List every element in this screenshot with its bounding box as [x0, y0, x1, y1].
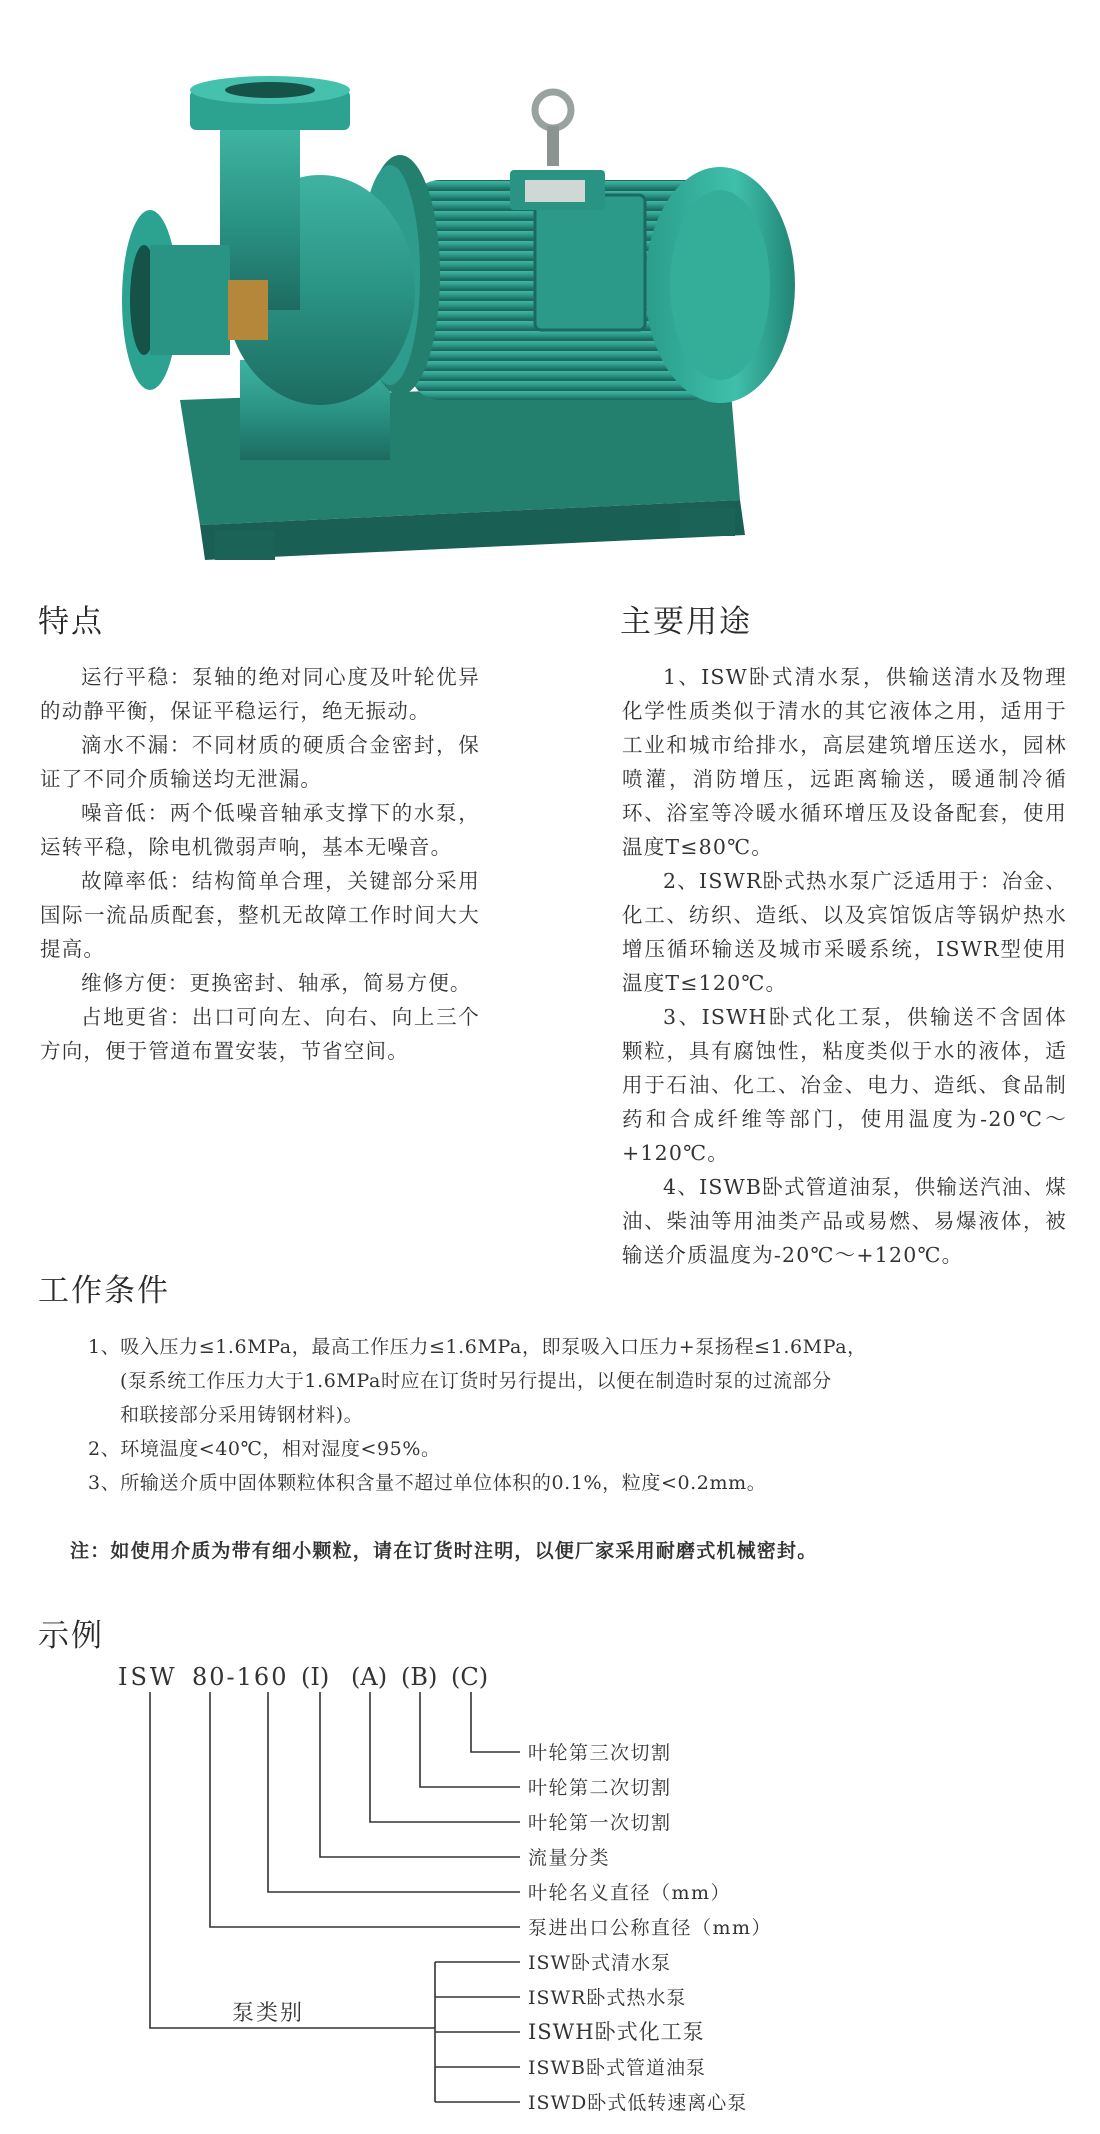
pump-product-image [120, 30, 820, 570]
model-code-cut-a: (A) [351, 1663, 388, 1691]
feature-paragraph: 运行平稳：泵轴的绝对同心度及叶轮优异的动静平衡，保证平稳运行，绝无振动。 [40, 665, 480, 723]
feature-paragraph: 噪音低：两个低噪音轴承支撑下的水泵，运转平稳，除电机微弱声响，基本无噪音。 [40, 801, 480, 859]
category-iswh: ISWH卧式化工泵 [528, 2020, 705, 2044]
model-designation-diagram [0, 1650, 1100, 2134]
use-paragraph: 2、ISWR卧式热水泵广泛适用于：冶金、化工、纺织、造纸、以及宾馆饭店等锅炉热水增压循环输送及城市采暖系统，ISWR型使用温度T≤120℃。 [622, 869, 1067, 995]
order-note: 注：如使用介质为带有细小颗粒，请在订货时注明，以便厂家采用耐磨式机械密封。 [70, 1540, 818, 1562]
label-second-cut: 叶轮第二次切割 [528, 1777, 672, 1799]
features-title: 特点 [38, 604, 104, 640]
model-code-isw: ISW [118, 1663, 178, 1691]
model-code-cut-b: (B) [401, 1663, 438, 1691]
condition-item: 3、所输送介质中固体颗粒体积含量不超过单位体积的0.1%，粒度<0.2mm。 [88, 1472, 767, 1494]
condition-item: 1、吸入压力≤1.6MPa，最高工作压力≤1.6MPa，即泵吸入口压力+泵扬程≤1.6MPa， [88, 1336, 867, 1358]
feature-paragraph: 故障率低：结构简单合理，关键部分采用国际一流品质配套，整机无故障工作时间大大提高。 [40, 869, 480, 961]
label-flow-class: 流量分类 [528, 1847, 611, 1869]
label-first-cut: 叶轮第一次切割 [528, 1812, 672, 1834]
uses-title: 主要用途 [620, 604, 752, 640]
use-paragraph: 1、ISW卧式清水泵，供输送清水及物理化学性质类似于清水的其它液体之用，适用于工业和城市给排水，高层建筑增压送水，园林喷灌，消防增压，远距离输送，暖通制冷循环、浴室等冷暖水循环增压及设备配套，使用温度T≤80℃。 [622, 665, 1067, 859]
category-iswb: ISWB卧式管道油泵 [528, 2057, 707, 2079]
features-section [40, 660, 480, 1068]
uses-section [622, 660, 1067, 1272]
label-impeller-diameter: 叶轮名义直径（mm） [528, 1882, 732, 1904]
condition-item: 2、环境温度<40℃，相对湿度<95%。 [88, 1438, 441, 1460]
label-third-cut: 叶轮第三次切割 [528, 1742, 672, 1764]
use-paragraph: 3、ISWH卧式化工泵，供输送不含固体颗粒，具有腐蚀性，粘度类似于水的液体，适用于石油、化工、冶金、电力、造纸、食品制药和合成纤维等部门，使用温度为-20℃～+120℃。 [622, 1005, 1067, 1165]
label-nominal-diameter: 泵进出口公称直径（mm） [528, 1917, 773, 1939]
use-paragraph: 4、ISWB卧式管道油泵，供输送汽油、煤油、柴油等用油类产品或易燃、易爆液体，被输送介质温度为-20℃～+120℃。 [622, 1175, 1067, 1267]
label-pump-category: 泵类别 [232, 2001, 305, 2026]
feature-paragraph: 占地更省：出口可向左、向右、向上三个方向，便于管道布置安装，节省空间。 [40, 1005, 480, 1063]
conditions-section [88, 1330, 1078, 1500]
feature-paragraph: 维修方便：更换密封、轴承，简易方便。 [81, 971, 472, 995]
conditions-title: 工作条件 [38, 1273, 170, 1309]
category-iswr: ISWR卧式热水泵 [528, 1987, 687, 2009]
condition-item-continuation: (泵系统工作压力大于1.6MPa时应在订货时另行提出，以便在制造时泵的过流部分 [120, 1370, 832, 1392]
model-code-size: 80-160 [192, 1663, 289, 1691]
example-title: 示例 [38, 1618, 104, 1654]
model-code-flow: (I) [301, 1663, 330, 1691]
condition-item-continuation: 和联接部分采用铸钢材料)。 [120, 1404, 364, 1426]
model-code-cut-c: (C) [451, 1663, 489, 1691]
category-iswd: ISWD卧式低转速离心泵 [528, 2092, 748, 2114]
feature-paragraph: 滴水不漏：不同材质的硬质合金密封，保证了不同介质输送均无泄漏。 [40, 733, 480, 791]
category-isw: ISW卧式清水泵 [528, 1952, 672, 1974]
